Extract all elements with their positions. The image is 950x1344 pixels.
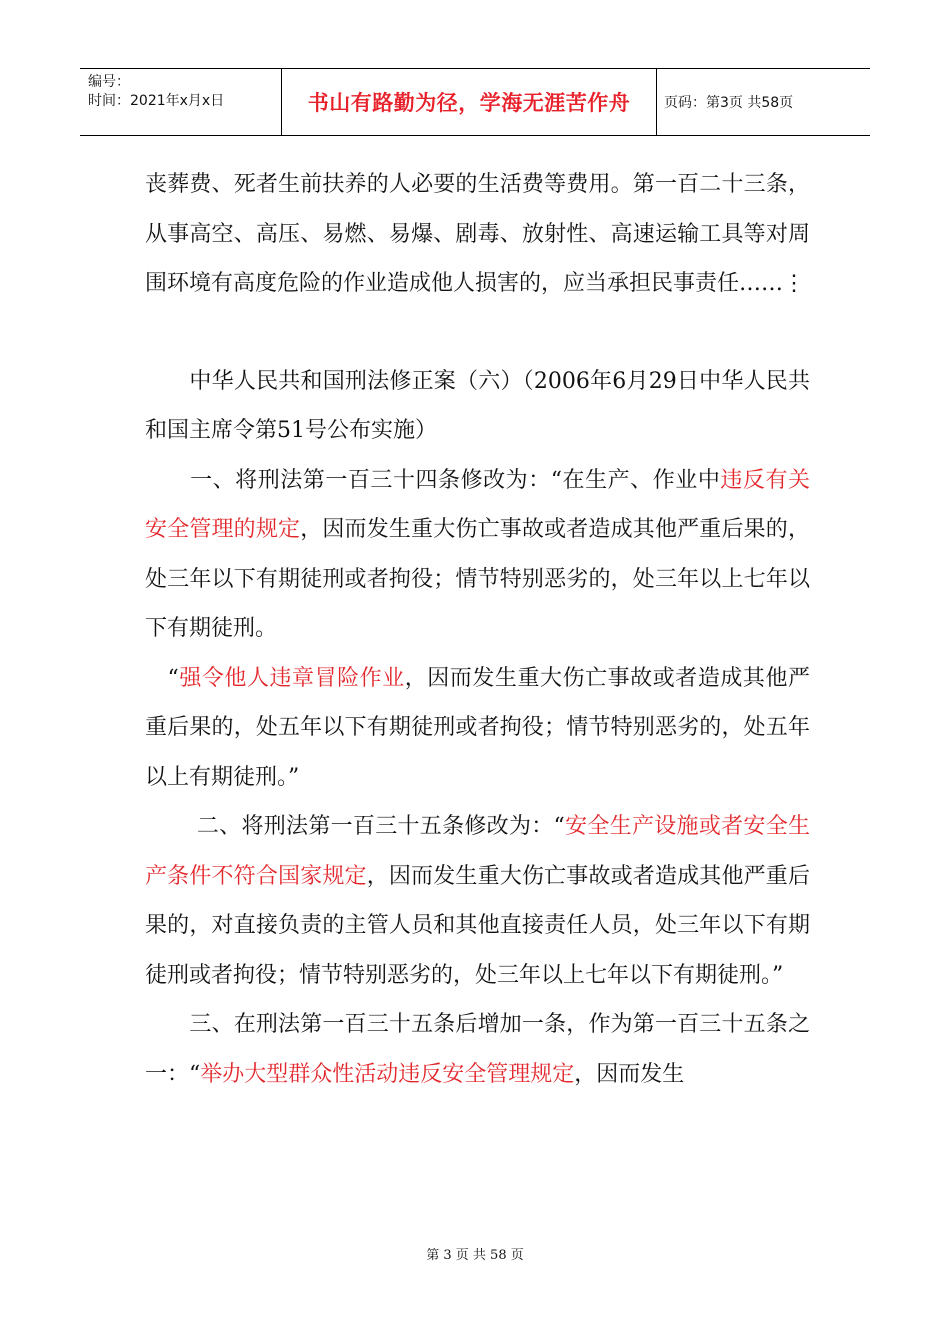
document-body: [145, 160, 810, 1099]
page-header: [80, 68, 870, 136]
paragraph-gap: [145, 309, 810, 357]
paragraph-text: 中华人民共和国刑法修正案（六）（2006年6月29日中华人民共和国主席令第51号公布实施）: [145, 368, 810, 443]
body-paragraph: [145, 802, 810, 1000]
paragraph-text: “: [145, 665, 179, 691]
paragraph-text: 丧葬费、死者生前扶养的人必要的生活费等费用。第一百二十三条，从事高空、高压、易燃、易爆、剧毒、放射性、高速运输工具等对周围环境有高度危险的作业造成他人损害的，应当承担民事责任……⋮: [145, 172, 810, 296]
paragraph-text: ，因而发生: [574, 1061, 685, 1087]
header-page-info: 页码：第3页 共58页: [664, 95, 794, 111]
paragraph-text: 三、在刑法第一百三十五条后增加一条，作为第一百三十五条之一：“: [145, 1012, 810, 1087]
document-number-label: 编号：: [88, 74, 130, 90]
body-paragraph: [145, 654, 810, 803]
body-paragraph: [145, 456, 810, 654]
document-time-label: 时间：2021年x月x日: [88, 93, 225, 109]
paragraph-text: ，因而发生重大伤亡事故或者造成其他严重后果的，对直接负责的主管人员和其他直接责任人员，处三年以下有期徒刑或者拘役；情节特别恶劣的，处三年以上七年以下有期徒刑。”: [145, 863, 810, 988]
body-paragraph: [145, 1000, 810, 1099]
header-meta-cell: [80, 69, 282, 135]
body-paragraph: [145, 357, 810, 456]
highlighted-text: 举办大型群众性活动违反安全管理规定: [200, 1061, 575, 1087]
paragraph-text: 一、将刑法第一百三十四条修改为：“在生产、作业中: [145, 467, 721, 493]
body-paragraph: [145, 160, 810, 309]
paragraph-text: 二、将刑法第一百三十五条修改为：“: [145, 814, 565, 839]
highlighted-text: 强令他人违章冒险作业: [178, 665, 405, 691]
header-motto: 书山有路勤为径，学海无涯苦作舟: [282, 69, 657, 135]
paragraph-text: ，因而发生重大伤亡事故或者造成其他严重后果的，处三年以下有期徒刑或者拘役；情节特别恶劣的，处三年以上七年以下有期徒刑。: [145, 517, 810, 641]
page-footer: 第 3 页 共 58 页: [426, 1248, 524, 1263]
highlighted-text: 违反有关安全管理的规定: [145, 467, 810, 542]
highlighted-text: 安全生产设施或者安全生产条件不符合国家规定: [145, 814, 810, 889]
paragraph-text: ，因而发生重大伤亡事故或者造成其他严重后果的，处五年以下有期徒刑或者拘役；情节特别恶劣的，处五年以上有期徒刑。”: [145, 665, 810, 790]
